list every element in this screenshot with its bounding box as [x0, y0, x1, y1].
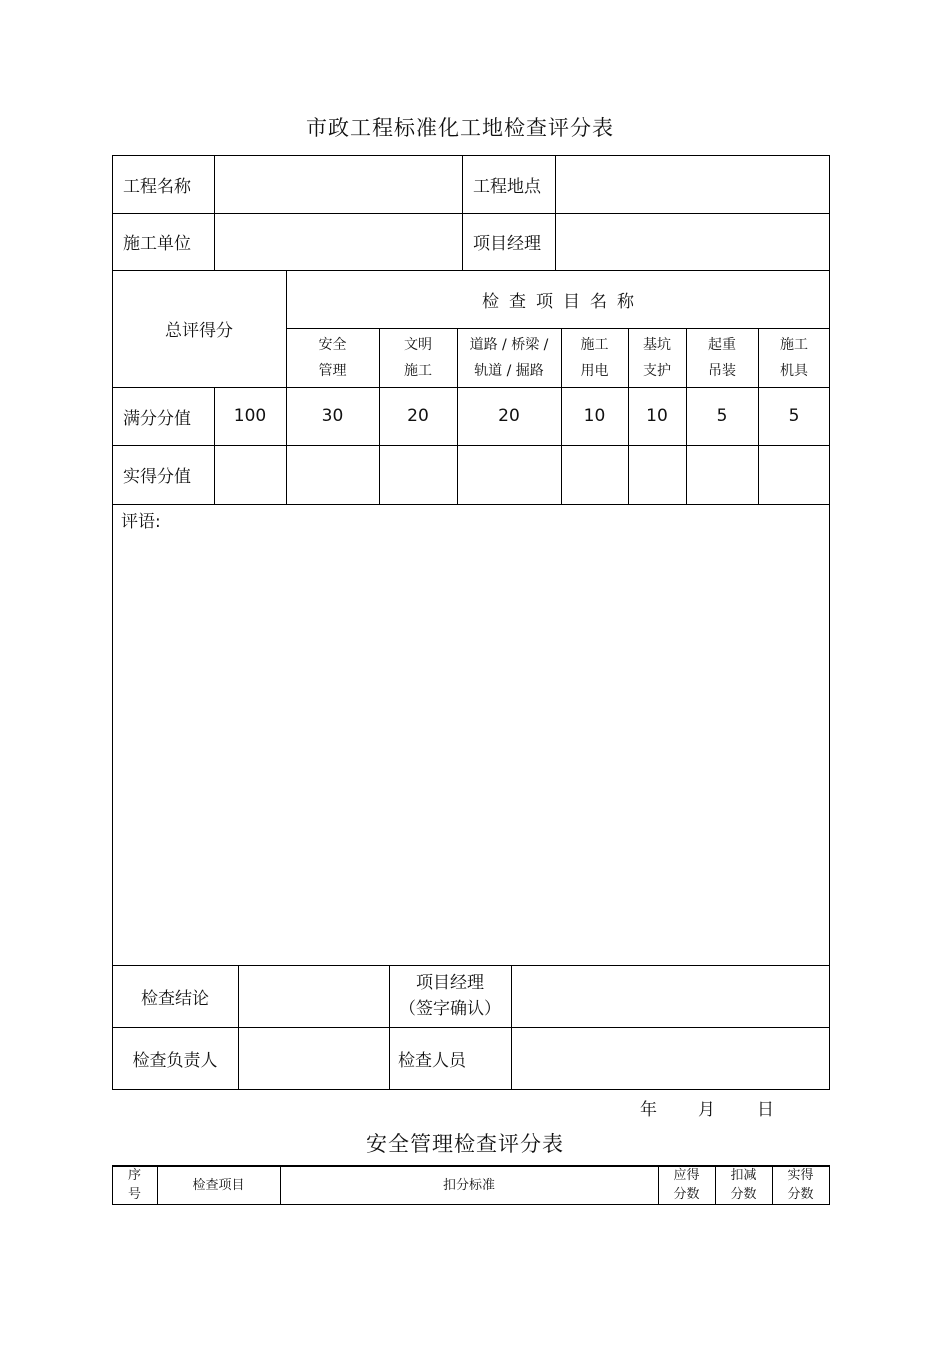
col-check-item: 检查项目 [192, 1177, 245, 1193]
actual-score-label: 实得分值 [123, 467, 191, 487]
col-due-score [658, 1166, 715, 1204]
category-header [286, 328, 379, 387]
full-score-label: 满分分值 [123, 408, 191, 429]
inspectors-label: 检查人员 [398, 1050, 466, 1071]
category-line2: 轨道 / 掘路 [474, 362, 544, 379]
project-manager-label: 项目经理 [473, 234, 541, 254]
conclusion-label: 检查结论 [141, 988, 209, 1009]
inspector-in-charge-label: 检查负责人 [132, 1050, 218, 1071]
date-year: 年 [640, 1100, 657, 1120]
check-items-header: 检查项目名称 [482, 291, 644, 312]
full-score-value: 20 [498, 406, 520, 426]
col-deducted-score [715, 1166, 772, 1204]
category-line2: 施工 [404, 362, 432, 379]
category-line1: 文明 [404, 336, 432, 353]
full-score-value: 30 [321, 406, 344, 426]
full-score-value: 20 [407, 406, 429, 426]
full-score-value: 5 [788, 406, 800, 426]
col-deduction-standard: 扣分标准 [442, 1177, 495, 1193]
category-line2: 用电 [580, 362, 609, 379]
col-actual-line1: 实得 [787, 1168, 814, 1183]
full-score-value: 5 [716, 406, 728, 426]
category-line2: 支护 [643, 362, 671, 379]
col-due-line1: 应得 [673, 1168, 700, 1183]
date-day: 日 [757, 1100, 774, 1120]
col-deducted-line1: 扣减 [730, 1168, 757, 1183]
date-month: 月 [698, 1100, 715, 1120]
full-score-total: 100 [233, 406, 267, 426]
project-location-label: 工程地点 [473, 176, 541, 197]
category-line1: 道路 / 桥梁 / [469, 336, 549, 353]
col-actual-score [772, 1166, 829, 1204]
category-line2: 管理 [318, 362, 347, 379]
category-line1: 基坑 [643, 336, 671, 353]
full-score-value: 10 [583, 406, 606, 426]
category-line2: 机具 [780, 362, 808, 379]
col-seq-line1: 序 [127, 1168, 141, 1183]
category-line1: 施工 [780, 336, 808, 353]
category-header [628, 328, 686, 387]
page-title: 市政工程标准化工地检查评分表 [306, 116, 614, 140]
category-header [686, 328, 758, 387]
col-due-line2: 分数 [673, 1187, 700, 1202]
comments-label: 评语: [121, 512, 161, 532]
section-title: 安全管理检查评分表 [366, 1132, 564, 1156]
col-deducted-line2: 分数 [730, 1187, 757, 1202]
contractor-label: 施工单位 [123, 234, 191, 254]
project-name-label: 工程名称 [123, 176, 191, 197]
category-header [379, 328, 457, 387]
pm-sign-line2: （签字确认） [399, 999, 501, 1019]
col-seq-line2: 号 [127, 1187, 141, 1202]
category-line2: 吊装 [708, 362, 736, 379]
pm-sign-line1: 项目经理 [416, 973, 484, 993]
category-header [758, 328, 830, 387]
category-line1: 施工 [580, 336, 609, 353]
col-seq [112, 1166, 157, 1204]
category-header [457, 328, 561, 387]
category-line1: 起重 [708, 336, 736, 353]
full-score-value: 10 [646, 406, 668, 426]
col-actual-line2: 分数 [787, 1187, 814, 1202]
pm-sign-label [389, 965, 511, 1027]
category-line1: 安全 [318, 336, 347, 353]
category-header [561, 328, 628, 387]
total-score-label: 总评得分 [165, 321, 233, 341]
